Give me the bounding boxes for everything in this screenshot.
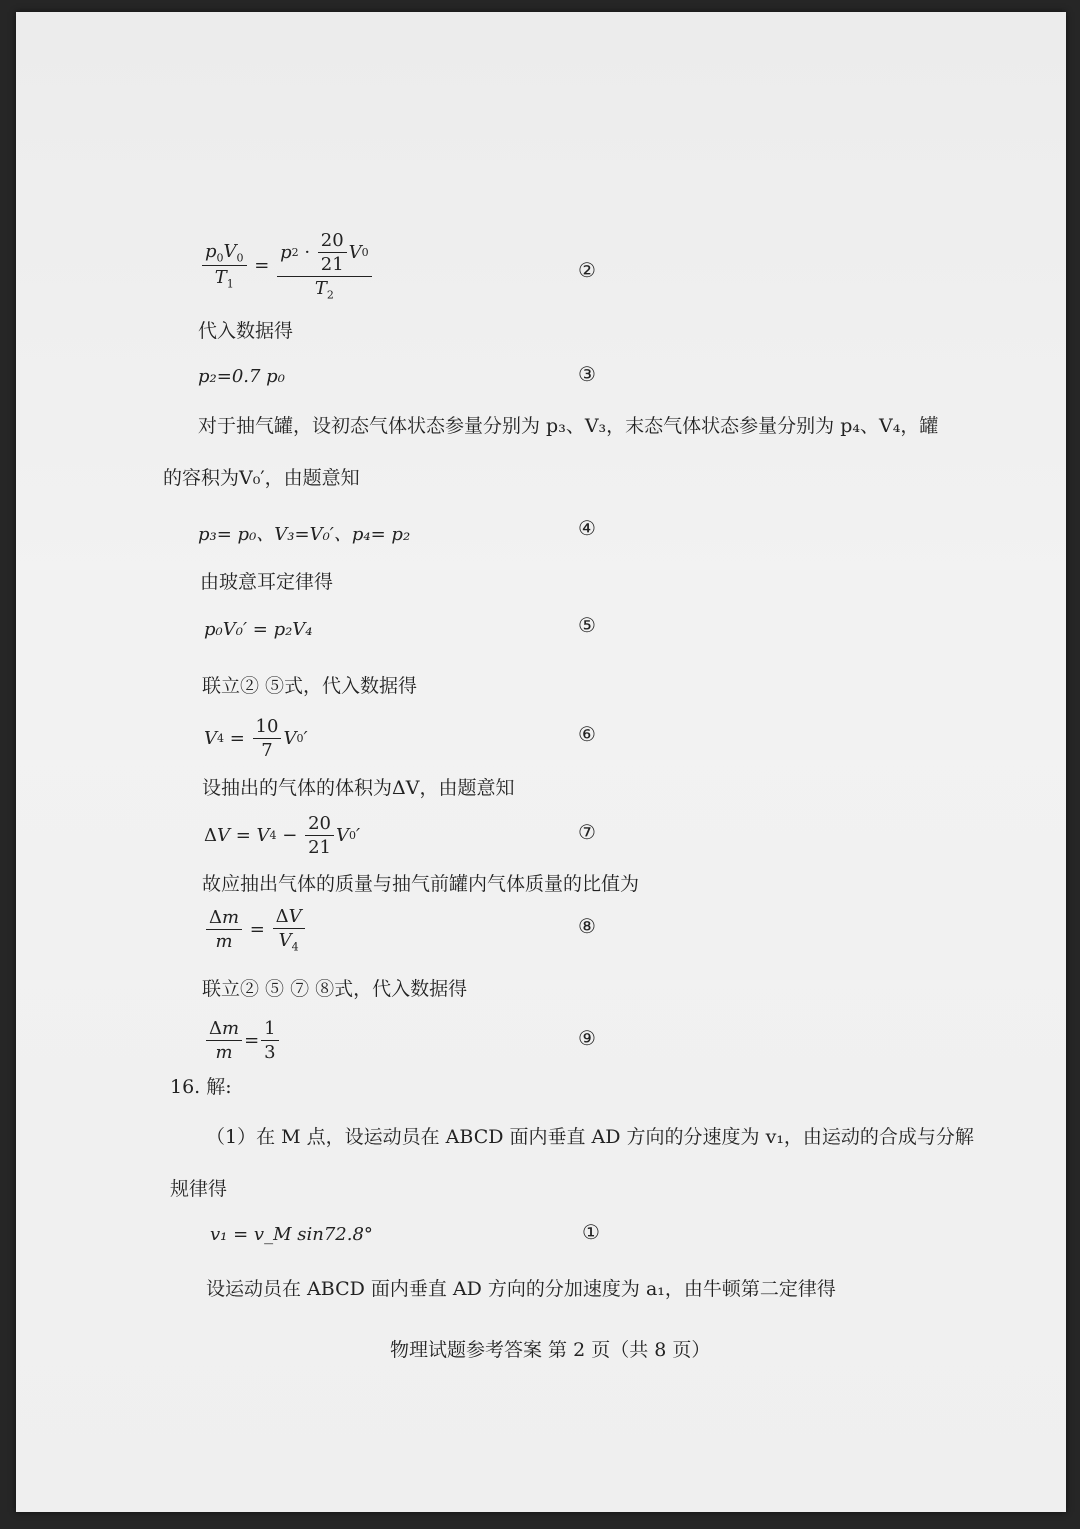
text-combine-2: 联立② ⑤ ⑦ ⑧式，代入数据得 (202, 978, 468, 1000)
paragraph-pump-tank: 对于抽气罐，设初态气体状态参量分别为 p₃、V₃，末态气体状态参量分别为 p₄、V₄，罐 (198, 415, 939, 437)
equation-number-6: ⑥ (578, 722, 596, 746)
equation-2: $\frac{p_0V_0}{T_1}$ = p 2 · $\frac{20}{21}$ V 0 $T_2$ (200, 230, 374, 302)
equation-number-8: ⑧ (578, 914, 596, 938)
question-16-acceleration: 设运动员在 ABCD 面内垂直 AD 方向的分加速度为 a₁，由牛顿第二定律得 (206, 1278, 836, 1300)
equation-9: $\frac{\Delta m}{m}$ = $\frac{1}{3}$ (204, 1018, 281, 1063)
question-16-part1: （1）在 M 点，设运动员在 ABCD 面内垂直 AD 方向的分速度为 v₁，由运动的合成与分解 (206, 1126, 974, 1148)
text-mass-ratio: 故应抽出气体的质量与抽气前罐内气体质量的比值为 (202, 873, 640, 895)
text-substitute: 代入数据得 (198, 320, 294, 342)
equation-7: Δ V = V 4 − $\frac{20}{21}$ V 0 ′ (204, 813, 361, 858)
paragraph-pump-tank-cont: 的容积为V₀′，由题意知 (163, 467, 360, 489)
equation-5: p₀V₀′ = p₂V₄ (204, 619, 313, 640)
question-16-heading: 16. 解: (170, 1076, 232, 1098)
page-footer: 物理试题参考答案 第 2 页（共 8 页） (390, 1339, 711, 1361)
text-combine-1: 联立② ⑤式，代入数据得 (202, 675, 418, 697)
equation-number-9: ⑨ (578, 1026, 596, 1050)
question-16-equation-1: v₁ = v_M sin72.8° (210, 1224, 373, 1245)
equation-3: p₂=0.7 p₀ (198, 366, 285, 387)
text-boyle-law: 由玻意耳定律得 (200, 571, 334, 593)
equation-number-7: ⑦ (578, 820, 596, 844)
equation-number-4: ④ (578, 516, 596, 540)
equation-number-2: ② (578, 258, 596, 282)
equation-4: p₃= p₀、V₃=V₀′、p₄= p₂ (198, 524, 411, 545)
equation-8: $\frac{\Delta m}{m}$ = $\frac{\Delta V}{V_4}$ (204, 906, 307, 954)
equation-6: V 4 = $\frac{10}{7}$ V 0 ′ (204, 716, 308, 761)
text-delta-v: 设抽出的气体的体积为ΔV，由题意知 (202, 777, 515, 799)
equation-number-5: ⑤ (578, 613, 596, 637)
equation-number-3: ③ (578, 362, 596, 386)
question-16-equation-number-1: ① (582, 1220, 600, 1244)
question-16-part1-cont: 规律得 (170, 1178, 228, 1200)
